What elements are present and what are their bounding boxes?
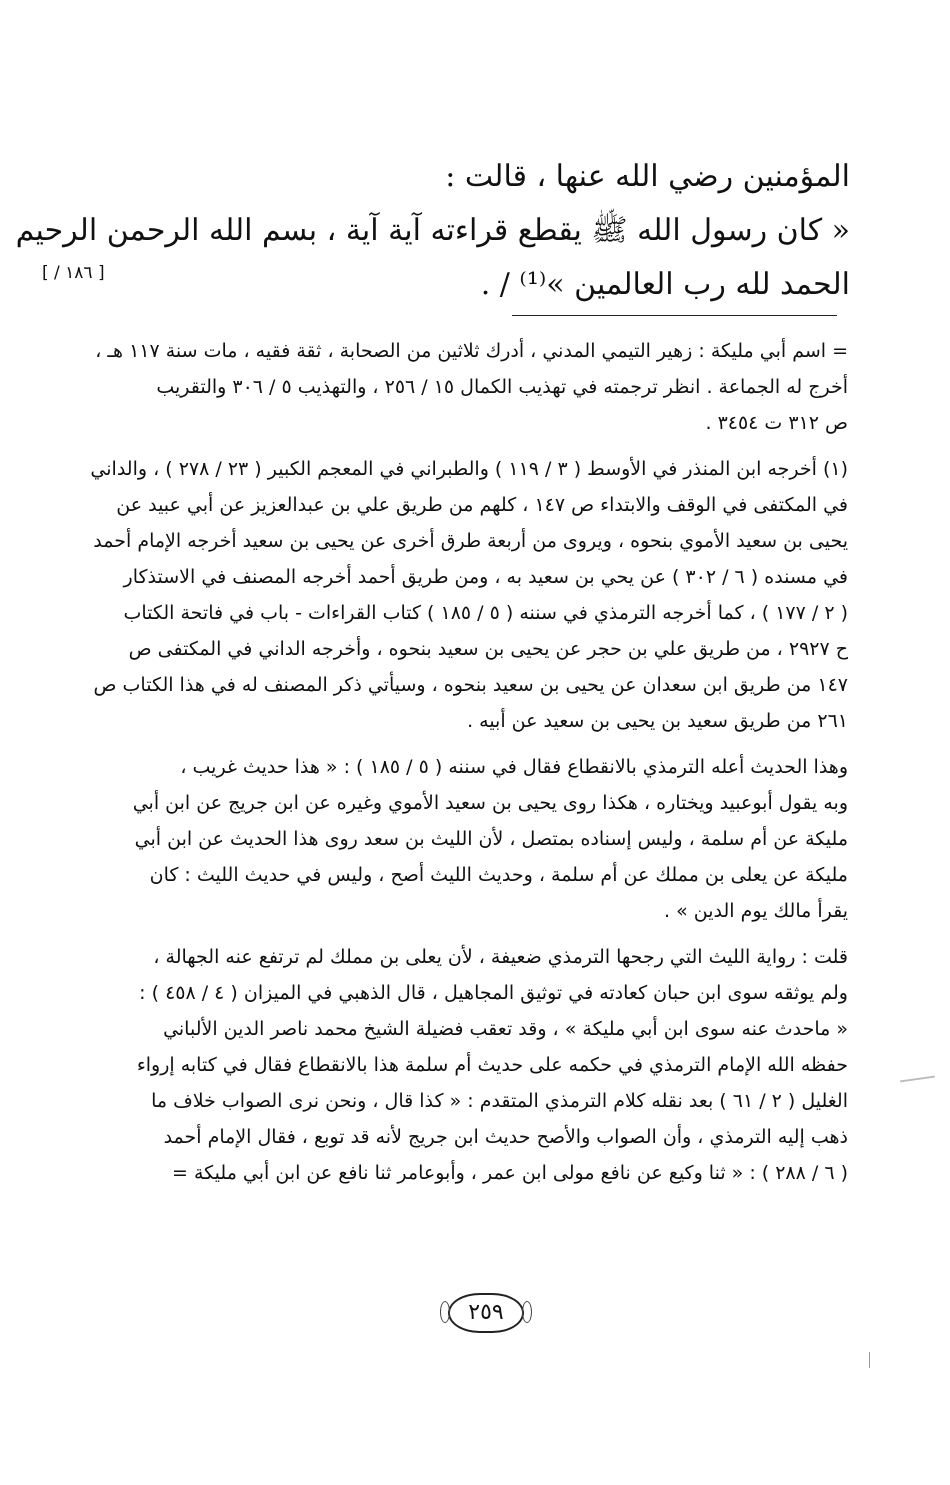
- footnote-line: يقرأ مالك يوم الدين » .: [664, 900, 848, 922]
- footnote-line: ٢٦١ من طريق سعيد بن يحيى بن سعيد عن أبيه .: [467, 710, 848, 732]
- page-number: ٢٥٩: [468, 1300, 504, 1325]
- page-number-ornament: [448, 1293, 524, 1333]
- footnote-line: ح ٢٩٢٧ ، من طريق علي بن حجر عن يحيى بن سعيد بنحوه ، وأخرجه الداني في المكتفى ص: [128, 638, 848, 660]
- main-text-line-2: « كان رسول الله ﷺ يقطع قراءته آية آية ، بسم الله الرحمن الرحيم: [15, 213, 850, 248]
- scan-mark: [869, 1352, 876, 1368]
- main-text-line-3: الحمد لله رب العالمين »⁽¹⁾ / .: [480, 267, 850, 302]
- footnote-line: يحيى بن سعيد الأموي بنحوه ، ويروى من أربعة طرق أخرى عن يحيى بن سعيد أخرجه الإمام أحمد: [93, 530, 848, 552]
- footnote-line: وهذا الحديث أعله الترمذي بالانقطاع فقال في سننه ( ٥ / ١٨٥ ) : « هذا حديث غريب ،: [180, 756, 848, 778]
- footnote-line: = اسم أبي مليكة : زهير التيمي المدني ، أدرك ثلاثين من الصحابة ، ثقة فقيه ، مات سنة ١١٧ هـ ،: [95, 340, 848, 362]
- footnote-line: قلت : رواية الليث التي رجحها الترمذي ضعيفة ، لأن يعلى بن مملك لم ترتفع عنه الجهالة ،: [153, 946, 848, 968]
- footnote-line: ( ٦ / ٢٨٨ ) : « ثنا وكيع عن نافع مولى ابن عمر ، وأبوعامر ثنا نافع عن ابن أبي مليكة =: [172, 1162, 848, 1184]
- footnote-separator: [512, 315, 837, 316]
- footnote-line: في المكتفى في الوقف والابتداء ص ١٤٧ ، كلهم من طريق علي بن عبدالعزيز عن أبي عبيد عن: [116, 494, 848, 516]
- footnote-line: أخرج له الجماعة . انظر ترجمته في تهذيب الكمال ١٥ / ٢٥٦ ، والتهذيب ٥ / ٣٠٦ والتقريب: [156, 376, 848, 398]
- manuscript-folio-reference: [ ١٨٦ / ]: [42, 263, 105, 283]
- footnote-line: ذهب إليه الترمذي ، وأن الصواب والأصح حديث ابن جريج لأنه قد توبع ، فقال الإمام أحمد: [163, 1126, 848, 1148]
- footnote-line: مليكة عن أم سلمة ، وليس إسناده بمتصل ، لأن الليث بن سعد روى هذا الحديث عن ابن أبي: [134, 828, 848, 850]
- scan-mark: [900, 1076, 935, 1083]
- footnote-line: « ماحدث عنه سوى ابن أبي مليكة » ، وقد تعقب فضيلة الشيخ محمد ناصر الدين الألباني: [163, 1018, 848, 1040]
- footnote-line: مليكة عن يعلى بن مملك عن أم سلمة ، وحديث الليث أصح ، وليس في حديث الليث : كان: [149, 864, 848, 886]
- footnote-line: الغليل ( ٢ / ٦١ ) بعد نقله كلام الترمذي المتقدم : « كذا قال ، ونحن نرى الصواب خلاف ما: [151, 1090, 848, 1112]
- footnote-line: في مسنده ( ٦ / ٣٠٢ ) عن يحي بن سعيد به ، ومن طريق أحمد أخرجه المصنف في الاستذكار: [123, 566, 848, 588]
- footnote-line: حفظه الله الإمام الترمذي في حكمه على حديث أم سلمة هذا بالانقطاع فقال في كتابه إرواء: [136, 1054, 848, 1076]
- footnote-line: ص ٣١٢ ت ٣٤٥٤ .: [705, 412, 848, 434]
- footnote-line: وبه يقول أبوعبيد ويختاره ، هكذا روى يحيى بن سعيد الأموي وغيره عن ابن جريج عن ابن أبي: [132, 792, 848, 814]
- footnote-line: ولم يوثقه سوى ابن حبان كعادته في توثيق المجاهيل ، قال الذهبي في الميزان ( ٤ / ٤٥٨ ) :: [139, 982, 848, 1004]
- main-text-line-1: المؤمنين رضي الله عنها ، قالت :: [445, 159, 850, 194]
- footnote-line: ( ٢ / ١٧٧ ) ، كما أخرجه الترمذي في سننه ( ٥ / ١٨٥ ) كتاب القراءات - باب في فاتحة الكتاب: [123, 602, 848, 624]
- footnote-line: ١٤٧ من طريق ابن سعدان عن يحيى بن سعيد بنحوه ، وسيأتي ذكر المصنف له في هذا الكتاب ص: [93, 674, 848, 696]
- footnote-line: (١) أخرجه ابن المنذر في الأوسط ( ٣ / ١١٩ ) والطبراني في المعجم الكبير ( ٢٣ / ٢٧٨ ) ، والداني: [90, 458, 848, 480]
